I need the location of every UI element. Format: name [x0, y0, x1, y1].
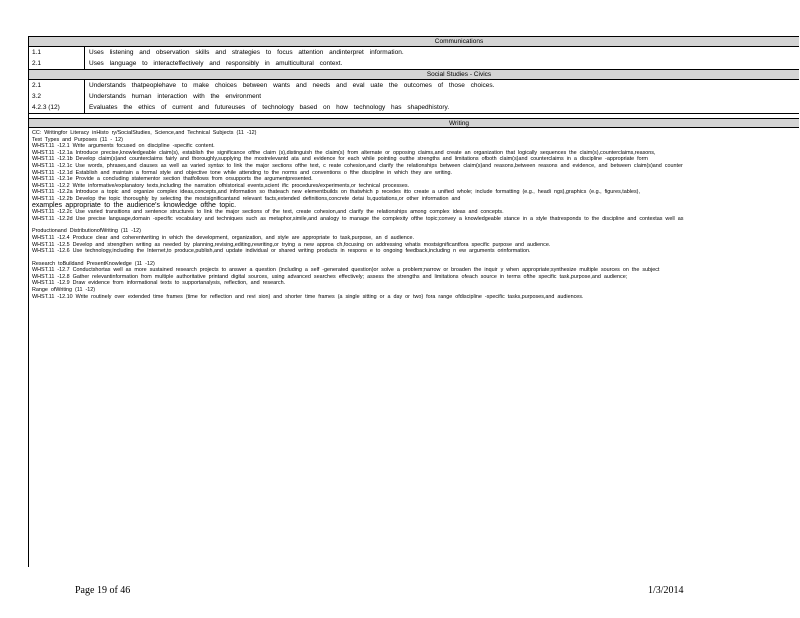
writing-line: WHST.11 -12.10 Write routinely over extended time frames (time for reflection and revi sion) and shorter time frames (a single sitting or a day or two) fora range ofdiscipline -specific tasks,purposes,and audiences. — [32, 293, 584, 300]
writing-line: WHST.11 -12.1a Introduce precise,knowledgeable claim(s), establish the significance ofthe claim (s),distinguish the claim(s) from alternate or opposing claims,and create an organization that logically sequences the claim(s),counterclaims,reasons, — [32, 149, 656, 156]
writing-line: CC: Writingfor Literacy inHisto ry/SocialStudies, Science,and Technical Subjects (11 -12) — [32, 130, 257, 136]
writing-line: WHST.11 -12.4 Produce clear and coherentwriting in which the development, organization, and style are appropriate to task,purpose, an d audience. — [32, 234, 414, 241]
writing-subheading: Text Types and Purposes (11 - 12) — [32, 136, 123, 143]
writing-subheading: Productionand DistributionofWriting (11 -12) — [32, 228, 141, 235]
table-row — [29, 80, 799, 91]
table-row — [29, 47, 799, 58]
standard-code: 3.2 — [29, 91, 85, 102]
standard-text: Uses language to interacteffectively and responsibly in amulticultural context. — [89, 60, 343, 67]
writing-line: examples appropriate to the audience's knowledge ofthe topic. — [32, 201, 237, 209]
standard-text: Uses listening and observation skills and strategies to focus attention andinterpret information. — [89, 49, 404, 56]
standard-text: Understands thatpeoplehave to make choices between wants and needs and eval uate the outcomes of those choices. — [89, 82, 495, 89]
writing-line: WHST.11 -12.6 Use technology,including the Internet,to produce,publish,and update individual or shared writing products in respons e to ongoing feedback,including n ew arguments orinformation. — [32, 248, 531, 255]
standard-code: 2.1 — [29, 58, 85, 69]
writing-line: WHST.11 -12.7 Conductshortas well as more sustained research projects to answer a question (including a self -generated question)or solve a problem;narrow or broaden the inquir y when appropriate;synthesize multiple sources on the subject — [32, 267, 660, 274]
writing-line: WHST.11 -12.2a Introduce a topic and organize complex ideas,concepts,and information so thateach new elementbuilds on thatwhich p recedes itto create a unified whole; include formatting (e.g., headi ngs),graphics (e.g., figures,tables), — [32, 189, 640, 196]
page-number: Page 19 of 46 — [75, 585, 131, 596]
social-studies-rows — [29, 80, 799, 114]
communications-rows — [29, 47, 799, 70]
social-studies-header: Social Studies - Civics — [29, 70, 799, 80]
writing-line: WHST.11 -12.1c Use words, phrases,and clauses as well as varied syntax to link the major sections ofthe text, c reate cohesion,and clarify the relationships between claim(s)and reasons,between reasons and evidence, and between claim(s)and counter — [32, 162, 683, 169]
standard-code: 2.1 — [29, 80, 85, 91]
communications-header: Communications — [29, 37, 799, 47]
table-row — [29, 91, 799, 102]
writing-subheading: Research toBuildand PresentKnowledge (11 -12) — [32, 260, 155, 267]
table-row — [29, 102, 799, 113]
writing-line: WHST.11 -12.1 Write arguments focused on discipline -specific content. — [32, 143, 215, 150]
writing-line: WHST.11 -12.2 Write informative/explanatory texts,including the narration ofhistorical events,scient ific procedures/experiments,or technical processes. — [32, 182, 410, 189]
writing-header: Writing — [29, 118, 799, 128]
writing-line: WHST.11 -12.5 Develop and strengthen writing as needed by planning,revising,editing,rewriting,or trying a new approa ch,focusing on addressing whatis mostsignificantfora specific purpose and audience. — [32, 241, 551, 248]
writing-line: WHST.11 -12.8 Gather relevantinformation from multiple authoritative printand digital sources, using advanced searches effectively; assess the strengths and limitations ofeach source in terms ofthe specific task,purpose,and audience; — [32, 273, 628, 280]
writing-line: WHST.11 -12.2c Use varied transitions and sentence structures to link the major sections of the text, create cohesion,and clarify the relationships among complex ideas and concepts. — [32, 209, 504, 216]
page-date: 1/3/2014 — [648, 585, 684, 596]
writing-section — [29, 128, 799, 300]
writing-line: WHST.11 -12.2b Develop the topic thoroughly by selecting the mostsignificantand relevant facts,extended definitions,concrete detai ls,quotations,or other information and — [32, 195, 461, 202]
standards-table — [28, 36, 799, 567]
writing-line: WHST.11 -12.9 Draw evidence from informational texts to supportanalysis, reflection, and research. — [32, 280, 286, 287]
table-row — [29, 58, 799, 69]
standard-code: 4.2.3 (12) — [29, 102, 85, 113]
writing-line: WHST.11 -12.1d Establish and maintain a formal style and objective tone while attending to the norms and conventions o fthe discipline in which they are writing. — [32, 169, 453, 176]
standard-code: 1.1 — [29, 47, 85, 58]
standard-text: Understands human interaction with the environment — [89, 93, 262, 100]
writing-line: WHST.11 -12.2d Use precise language,domain -specific vocabulary and techniques such as metaphor,simile,and analogy to manage the complexity ofthe topic;convey a knowledgeable stance in a style thatresponds to the discipline and contextas well as — [32, 215, 684, 222]
standard-text: Evaluates the ethics of current and futureuses of technology based on how technology has shapedhistory. — [89, 104, 450, 111]
writing-line: WHST.11 -12.1b Develop claim(s)and counterclaims fairly and thoroughly,supplying the mostrelevantd ata and evidence for each while pointing outthe strengths and limitations ofboth claim(s)and counterclaims in a discipline -appropriate form — [32, 156, 648, 163]
writing-subheading: Range ofWriting (11 -12) — [32, 287, 96, 294]
writing-line: WHST.11 -12.1e Provide a concluding statementor section thatfollows from orsupports the argumentpresented. — [32, 176, 313, 183]
